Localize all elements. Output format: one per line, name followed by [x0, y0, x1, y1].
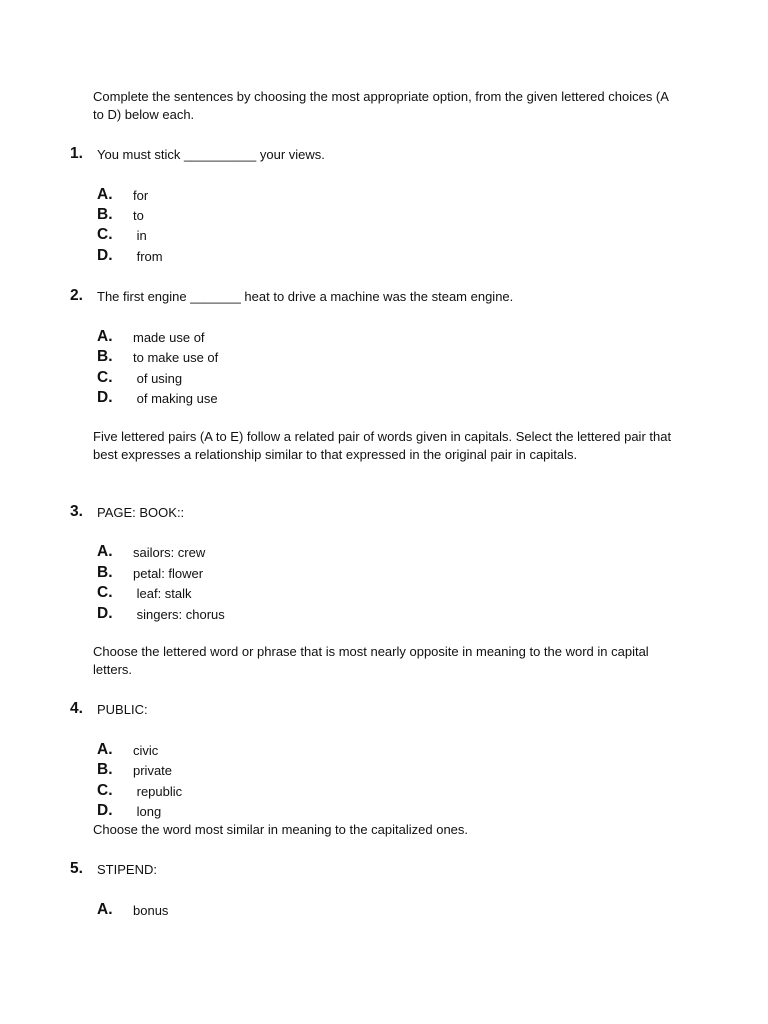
option-text: in [133, 228, 147, 243]
option-letter: A. [97, 741, 113, 758]
option-letter: C. [97, 369, 113, 386]
option-text: republic [133, 784, 183, 799]
option-text: petal: flower [133, 566, 204, 581]
question-text: STIPEND: [97, 862, 157, 877]
question-text: PAGE: BOOK:: [97, 505, 185, 520]
option-text: to make use of [133, 350, 219, 365]
option-letter: C. [97, 782, 113, 799]
option-text: of making use [133, 391, 218, 406]
option-text: leaf: stalk [133, 586, 192, 601]
option-letter: D. [97, 389, 113, 406]
option-letter: C. [97, 226, 113, 243]
question-text: PUBLIC: [97, 702, 148, 717]
option-letter: A. [97, 543, 113, 560]
option-letter: A. [97, 328, 113, 345]
option-letter: D. [97, 605, 113, 622]
option-letter: D. [97, 802, 113, 819]
option-text: made use of [133, 330, 205, 345]
option-letter: B. [97, 761, 113, 778]
option-letter: B. [97, 348, 113, 365]
question-number: 2. [70, 287, 83, 304]
question-text: You must stick __________ your views. [97, 147, 325, 162]
question-number: 3. [70, 503, 83, 520]
question-number: 4. [70, 700, 83, 717]
option-letter: B. [97, 564, 113, 581]
option-text: singers: chorus [133, 607, 225, 622]
question-number: 5. [70, 860, 83, 877]
option-text: to [133, 208, 144, 223]
option-text: civic [133, 743, 159, 758]
instruction-antonym: Choose the lettered word or phrase that is most nearly opposite in meaning to the word in capital letters. [93, 644, 649, 677]
question-text: The first engine _______ heat to drive a machine was the steam engine. [97, 289, 514, 304]
option-text: private [133, 763, 173, 778]
option-text: of using [133, 371, 183, 386]
instruction-synonym: Choose the word most similar in meaning to the capitalized ones. [93, 822, 469, 837]
option-text: long [133, 804, 162, 819]
option-text: bonus [133, 903, 169, 918]
option-letter: B. [97, 206, 113, 223]
option-letter: C. [97, 584, 113, 601]
option-text: from [133, 249, 163, 264]
option-letter: D. [97, 247, 113, 264]
instruction-sentence-completion: Complete the sentences by choosing the most appropriate option, from the given lettered choices (A to D) below each. [93, 89, 669, 122]
option-text: for [133, 188, 149, 203]
option-letter: A. [97, 186, 113, 203]
question-number: 1. [70, 145, 83, 162]
option-letter: A. [97, 901, 113, 918]
instruction-analogy: Five lettered pairs (A to E) follow a related pair of words given in capitals. Select the lettered pair that best expresses a relationship similar to that expressed in the original pair in capitals. [93, 429, 672, 462]
option-text: sailors: crew [133, 545, 206, 560]
